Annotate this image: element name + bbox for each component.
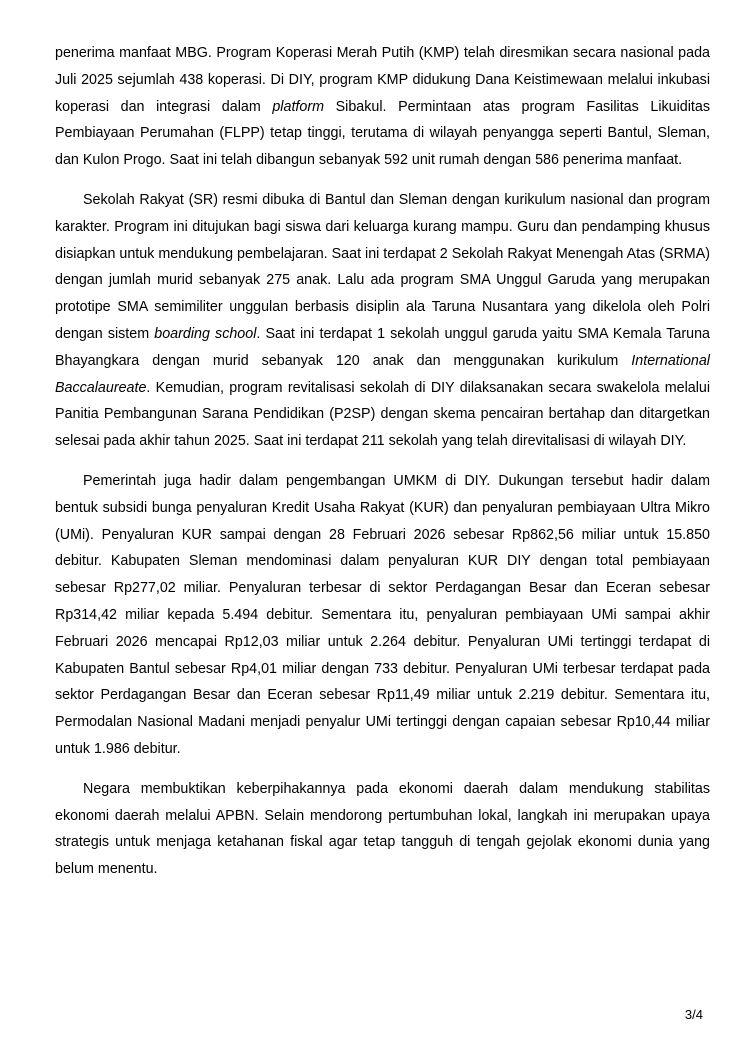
text-segment: Pemerintah juga hadir dalam pengembangan UMKM di DIY. Dukungan tersebut hadir dalam bentuk subsidi bunga penyaluran Kredit Usaha Rakyat (KUR) dan penyaluran pembiayaan Ultra Mikro (UMi). Penyaluran KUR sampai dengan 28 Februari 2026 sebesar Rp862,56 miliar untuk 15.850 debitur. Kabupaten Sleman mendominasi dalam penyaluran KUR DIY dengan total pembiayaan sebesar Rp277,02 miliar. Penyaluran terbesar di sektor Perdagangan Besar dan Eceran sebesar Rp314,42 miliar kepada 5.494 debitur. Sementara itu, penyaluran pembiayaan UMi sampai akhir Februari 2026 mencapai Rp12,03 miliar untuk 2.264 debitur. Penyaluran UMi tertinggi terdapat di Kabupaten Bantul sebesar Rp4,01 miliar dengan 733 debitur. Penyaluran UMi terbesar terdapat pada sektor Perdagangan Besar dan Eceran sebesar Rp11,49 miliar untuk 2.219 debitur. Sementara itu, Permodalan Nasional Madani menjadi penyalur UMi tertinggi dengan capaian sebesar Rp10,44 miliar untuk 1.986 debitur.: [55, 472, 710, 757]
text-segment: penerima manfaat MBG. Program Koperasi Merah Putih (KMP) telah diresmikan secara nasional pada Juli 2025 sejumlah 438 koperasi. Di DIY, program KMP didukung Dana Keistimewaan melalui inkubasi koperasi dan integrasi dalam: [55, 45, 710, 115]
text-segment: Negara membuktikan keberpihakannya pada ekonomi daerah dalam mendukung stabilitas ekonomi daerah melalui APBN. Selain mendorong pertumbuhan lokal, langkah ini merupakan upaya strategis untuk menjaga ketahanan fiskal agar tetap tangguh di tengah gejolak ekonomi dunia yang belum menentu.: [55, 780, 710, 878]
paragraph: [55, 468, 710, 763]
text-segment: . Saat ini terdapat 1 sekolah unggul garuda yaitu SMA Kemala Taruna Bhayangkara dengan murid sebanyak 120 anak dan menggunakan kurikulum: [55, 325, 710, 369]
page-body-text: [55, 40, 710, 896]
text-segment: Sibakul. Permintaan atas program Fasilitas Likuiditas Pembiayaan Perumahan (FLPP) tetap tinggi, terutama di wilayah penyangga seperti Bantul, Sleman, dan Kulon Progo. Saat ini telah dibangun sebanyak 592 unit rumah dengan 586 penerima manfaat.: [55, 98, 710, 169]
page-number: 3/4: [684, 1007, 703, 1022]
italic-text-segment: International Baccalaureate: [55, 352, 710, 396]
italic-text-segment: platform: [272, 98, 325, 115]
paragraph: [55, 776, 710, 883]
paragraph: [55, 40, 710, 174]
paragraph: [55, 187, 710, 455]
italic-text-segment: boarding school: [154, 325, 257, 342]
text-segment: Sekolah Rakyat (SR) resmi dibuka di Bantul dan Sleman dengan kurikulum nasional dan program karakter. Program ini ditujukan bagi siswa dari keluarga kurang mampu. Guru dan pendamping khusus disiapkan untuk mendukung pembelajaran. Saat ini terdapat 2 Sekolah Rakyat Menengah Atas (SRMA) dengan jumlah murid sebanyak 275 anak. Lalu ada program SMA Unggul Garuda yang merupakan prototipe SMA semimiliter unggulan berbasis disiplin ala Taruna Nusantara yang dikelola oleh Polri dengan sistem: [55, 191, 710, 342]
text-segment: . Kemudian, program revitalisasi sekolah di DIY dilaksanakan secara swakelola melalui Panitia Pembangunan Sarana Pendidikan (P2SP) dengan skema pencairan bertahap dan ditargetkan selesai pada akhir tahun 2025. Saat ini terdapat 211 sekolah yang telah direvitalisasi di wilayah DIY.: [55, 379, 710, 450]
